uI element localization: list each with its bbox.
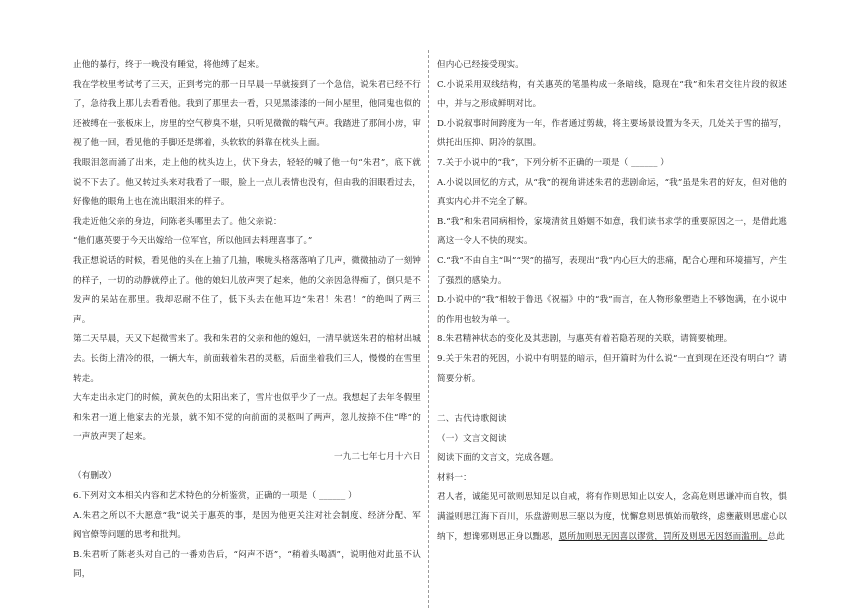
story-date: 一九二七年七月十六日 (334, 451, 421, 462)
story-paragraph: “他们惠英要于今天出嫁给一位军官，所以他回去料理喜事了。” (73, 236, 313, 247)
section-heading: 二、古代诗歌阅读 (437, 414, 507, 425)
material-label: 材料一： (437, 472, 472, 483)
story-paragraph: 大车走出永定门的时候，黄灰色的太阳出来了，雪片也似乎少了一点。我想起了去年冬假里和朱君一道上他家去的光景，就不知不觉的向前面的灵柩叫了两声，忽儿按捺不住“哗”的一声放声哭了起来。 (73, 393, 421, 443)
question-6-option-b: B.朱君听了陈老头对自己的一番劝告后，“闷声不语”，“稍着头喝酒”，说明他对此虽不认同， (73, 549, 421, 580)
story-paragraph: 我走近他父亲的身边，问陈老头哪里去了。他父亲说： (73, 216, 282, 227)
subsection-heading: （一）文言文阅读 (437, 433, 507, 444)
question-7-option-d: D.小说中的“我”相较于鲁迅《祝福》中的“我”而言，在人物形象塑造上不够饱满，在小说中的作用也较为单一。 (437, 295, 787, 325)
story-paragraph: 第二天早晨，天又下起微雪来了。我和朱君的父亲和他的媳妇，一清早就送朱君的棺材出城去。长街上清冷的很，一辆大车，前面载着朱君的灵柩，后面坐着我们三人，慢慢的在雪里转走。 (73, 334, 421, 384)
story-paragraph: 止他的暴行，终于一晚没有睡觉，将他缚了起来。 (73, 60, 265, 70)
story-paragraph: 我正想说话的时候，看见他的头在上抽了几抽，喉咙头格落落响了几声，微微抽动了一刻钟的样子，一切的动静就停止了。他的娘妇儿放声哭了起来，他的父亲因急得痴了，倒只是不发声的呆站在那里。我却忍耐不住了，低下头去在他耳边“朱君！朱君！”的绝叫了两三声。 (73, 255, 421, 325)
left-column (73, 56, 421, 585)
story-paragraph: 我眼泪忽而涌了出来，走上他的枕头边上，伏下身去，轻轻的喊了他一句“朱君”，底下就说不下去了。他又转过头来对我看了一眼，脸上一点儿表情也没有，但由我的泪眼看过去，好像他的眼角上也在流出眼泪来的样子。 (73, 157, 421, 208)
question-7-option-b: B.“我”和朱君同病相怜，家境清贫且婚姻不如意，我们读书求学的重要原因之一，是借此逃离这一令人不快的现实。 (437, 216, 787, 247)
question-8: 8.朱君精神状态的变化及其悲剧，与惠英有着若隐若现的关联，请简要梳理。 (437, 334, 733, 345)
question-6-option-c: C.小说采用双线结构，有关惠英的笔墨构成一条暗线，隐现在“我”和朱君交往片段的叙述中，并与之形成鲜明对比。 (437, 79, 787, 110)
story-paragraph: 我在学校里考试考了三天，正到考完的那一日早晨一早就接到了一个急信，说朱君已经不行了，急待我上那儿去看看他。我到了那里去一看，只见黑漆漆的一间小屋里，他同鬼也似的还被缚在一张板床上，房里的空气秽臭不堪，只听见微微的喘气声。我踏进了那间小房，审视了他一回，看见他的手脚还是绑着，头软软的斜靠在枕头上面。 (73, 79, 421, 149)
question-6-option-b-continuation: 但内心已经接受现实。 (437, 60, 524, 70)
question-6-option-d: D.小说叙事时间跨度为一年，作者通过剪裁，将主要场景设置为冬天，几处关于雪的描写，烘托出压抑、阴冷的氛围。 (437, 118, 787, 149)
classical-text (437, 488, 787, 547)
question-7-option-a: A.小说以回忆的方式，从“我”的视角讲述朱君的悲剧命运，“我”虽是朱君的好友，但对他的真实内心并不完全了解。 (437, 177, 787, 208)
right-column (437, 56, 787, 547)
reading-instruction: 阅读下面的文言文，完成各题。 (437, 453, 559, 464)
underlined-sentence: 恩所加则思无因喜以谬赏，罚所及则思无因怒而滥刑。 (558, 531, 768, 542)
classical-text-part: 君人者，诚能见可欲则思知足以自戒，将有作则思知止以安人，念高危则思谦冲而自牧，惧满溢则思江海下百川，乐盘游则思三驱以为度，忧懈怠则思慎始而敬终，虑壅蔽则思虚心以纳下，想谗邪则思正身以黜恶， (437, 492, 787, 542)
column-divider (428, 50, 429, 608)
question-6-option-a: A.朱君之所以不大愿意“我”说关于惠英的事，是因为他更关注对社会制度、经济分配、军阀官僚等问题的思考和批判。 (73, 510, 421, 541)
question-6-stem: 6.下列对文本相关内容和艺术特色的分析鉴赏，正确的一项是（ ______ ） (73, 491, 357, 502)
question-9: 9.关于朱君的死因，小说中有明显的暗示，但开篇时为什么说“一直到现在还没有明白”？请简要分析。 (437, 353, 787, 384)
source-note: （有删改） (73, 471, 117, 482)
question-7-stem: 7.关于小说中的“我”，下列分析不正确的一项是（ ______ ） (437, 157, 670, 168)
classical-text-tail: 总此 (767, 531, 785, 542)
question-7-option-c: C.“我”不由自主“叫”“哭”的描写，表现出“我”内心巨大的悲痛，配合心理和环境描写，产生了强烈的感染力。 (437, 255, 787, 286)
